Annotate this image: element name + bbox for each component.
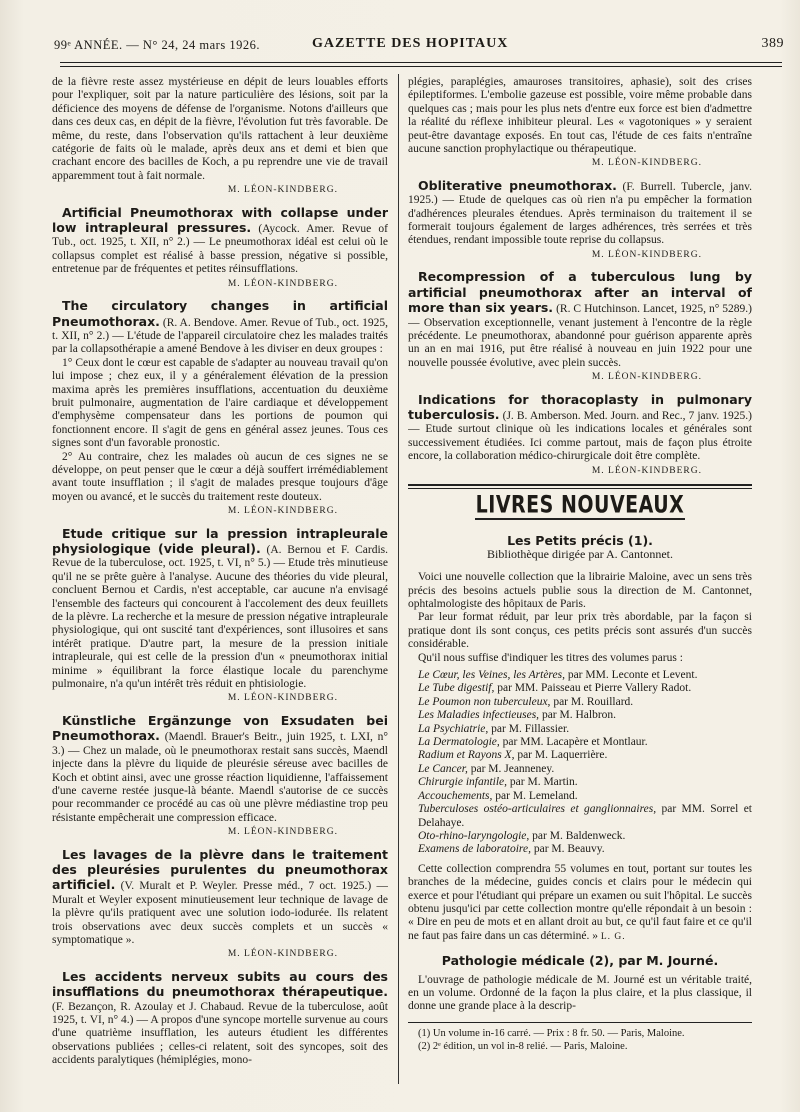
list-item: La Psychiatrie, par M. Fillassier. bbox=[418, 722, 570, 735]
article-title: Künstliche Ergänzunge von Exsudaten bei Pneumothorax. bbox=[52, 712, 388, 744]
signature: M. LÉON-KINDBERG. bbox=[227, 949, 338, 960]
article-body: — Chez un malade, où le pneumothorax restait sans succès, Maendl injecte dans la plèvre du liquide de pleurésie séreuse avec bacilles de Koch et obtint ainsi, avec une grosse réaction liquidienne, l'affaissement d'une caverne restée jusque-là béante. Maendl s'autorise de ce succès pour recommander ce procédé au cas où une plèvre médiastine trop peu résistante empêcherait une compression efficace. bbox=[52, 744, 388, 824]
issue-info: 99ᵉ ANNÉE. — N° 24, 24 mars 1926. bbox=[54, 38, 260, 52]
article-bernou bbox=[52, 527, 388, 706]
book-subtitle: Bibliothèque dirigée par A. Cantonnet. bbox=[487, 546, 673, 561]
section-rule bbox=[408, 484, 752, 486]
list-item: Radium et Rayons X, par M. Laquerrière. bbox=[418, 749, 608, 762]
article-maendl bbox=[52, 714, 388, 840]
article-hutchinson bbox=[408, 270, 752, 384]
review-paragraph: Qu'il nous suffise d'indiquer les titres des volumes parus : bbox=[418, 651, 683, 664]
article-paragraph: 2° Au contraire, chez les malades où aucun de ces signes ne se développe, on peut penser que le cœur a déjà souffert irrémédiablement avant toute insufflation ; il s'agit de malades presque toujours d'âge moyen ou avancé, et le succès du traitement reste douteux. bbox=[52, 450, 388, 503]
right-column bbox=[408, 76, 752, 1096]
list-item: Les Maladies infectieuses, par M. Halbron. bbox=[418, 709, 617, 722]
volume-list bbox=[408, 669, 752, 857]
page-number: 389 bbox=[761, 36, 784, 51]
article-amberson bbox=[408, 393, 752, 478]
article-title: Artificial Pneumothorax with collapse under low intrapleural pressures. bbox=[52, 204, 388, 236]
footnote: (2) 2ᵉ édition, un vol in-8 relié. — Paris, Maloine. bbox=[418, 1040, 628, 1052]
article-body: — Muralt et Weyler exposent minutieusement leur technique de lavage de la plèvre qu'ils pratiquent avec une solution iodo-iodurée. Ils relatent trois observations avec deux succès complets et un succès « symptomatique ». bbox=[52, 880, 388, 946]
signature: M. LÉON-KINDBERG. bbox=[591, 465, 702, 476]
book-title: Pathologie médicale (2), par M. Journé. bbox=[441, 953, 719, 969]
list-item: Le Poumon non tuberculeux, par M. Rouillard. bbox=[418, 695, 634, 708]
journal-title: GAZETTE DES HOPITAUX bbox=[312, 36, 509, 51]
list-item: Accouchements, par M. Lemeland. bbox=[418, 789, 578, 802]
article-paragraph: 1° Ceux dont le cœur est capable de s'adapter au nouveau travail qu'on lui impose ; chez eux, il y a généralement élévation de la pression maxima après les premières insufflations, accentuation du deuxième bruit pulmonaire, augmentation de l'aire cardiaque et développement d'emphysème compensateur dans les portions de poumon qui fonctionnent encore. Il s'agit de gens en général assez jeunes. Tous ces signes sont d'un favorable pronostic. bbox=[52, 356, 388, 450]
signature: M. LÉON-KINDBERG. bbox=[227, 506, 338, 517]
header-rule-2 bbox=[60, 66, 782, 67]
article-ref: (Aycock. Amer. Revue of Tub., oct. 1925, t. XII, n° 2.) bbox=[52, 223, 388, 249]
article-ref: (V. Muralt et P. Weyler. Presse méd., 7 oct. 1925.) bbox=[120, 880, 372, 893]
article-ref: (Maendl. Brauer's Beitr., juin 1925, t. LXI, n° 3.) bbox=[52, 731, 388, 757]
article-title: Indications for thoracoplasty in pulmonary tuberculosis. bbox=[408, 391, 752, 422]
list-item: Le Tube digestif, par MM. Paisseau et Pierre Vallery Radot. bbox=[418, 682, 692, 695]
intro-paragraph: de la fièvre reste assez mystérieuse en dépit de leurs louables efforts pour l'expliquer, soit par la nature particulière des lésions, soit par la déficience des moyens de défense de l'organisme. Notons d'ailleurs que dans ces deux cas, en dépit de la fièvre, l'évolution fut très favorable. De même, du reste, dans l'observation qu'ils rattachent à leur deuxième catégorie de faits où le malade, après deux ans et demi et bien que crachant encore des bacilles de Koch, a pu reprendre une vie de travail apparemment tout à fait normale. bbox=[52, 76, 388, 182]
article-ref: (R. A. Bendove. Amer. Revue of Tub., oct. 1925, t. XII, n° 2.) bbox=[52, 316, 388, 342]
article-aycock bbox=[52, 206, 388, 291]
review-paragraph: Voici une nouvelle collection que la librairie Maloine, avec un sens très précis des besoins actuels publie sous la direction de M. Cantonnet, ophtalmologiste des hôpitaux de Paris. bbox=[408, 571, 752, 610]
section-underline bbox=[475, 518, 685, 520]
list-item: Le Cœur, les Veines, les Artères, par MM. Leconte et Levent. bbox=[418, 669, 698, 682]
article-title: Obliterative pneumothorax. bbox=[418, 177, 617, 193]
signature: M. LÉON-KINDBERG. bbox=[227, 693, 338, 704]
article-title: Les lavages de la plèvre dans le traitement des pleurésies purulentes du pneumothorax artificiel. bbox=[52, 846, 388, 893]
column-divider bbox=[398, 74, 399, 1084]
article-title: Recompression of a tuberculous lung by artificial pneumothorax after an interval of more than six years. bbox=[408, 269, 752, 316]
book-title: Les Petits précis (1). bbox=[507, 533, 653, 549]
review-signature: L. G. bbox=[600, 931, 626, 942]
article-bezancon bbox=[52, 970, 388, 1068]
book-review-pathologie bbox=[408, 954, 752, 1014]
signature: M. LÉON-KINDBERG. bbox=[227, 185, 338, 196]
article-ref: (J. B. Amberson. Med. Journ. and Rec., 7 janv. 1925.) bbox=[502, 409, 752, 422]
review-paragraph: Par leur format réduit, par leur prix très abordable, par la façon si pratique dont ils sont conçus, ces petits précis sont assurés d'un succès considérable. bbox=[408, 611, 752, 651]
signature: M. LÉON-KINDBERG. bbox=[227, 827, 338, 838]
article-body: — L'étude de l'appareil circulatoire chez les malades traités par la collapsothérapie a amené Bendove à les diviser en deux groupes : bbox=[52, 329, 388, 356]
article-title: Etude critique sur la pression intrapleurale physiologique (vide pleural). bbox=[52, 525, 388, 556]
review-paragraph: Cette collection comprendra 55 volumes en tout, portant sur toutes les branches de la médecine, guides concis et clairs pour le médecin qui exerce et pour l'étudiant qui prépare un examen ou suit l'hôpital. Le succès obtenu jusqu'ici par cette collection montre qu'elle répondait à un besoin : « Dire en peu de mots et en allant droit au but, ce qu'il faut faire et ce qu'il ne faut pas faire dans un cas déterminé. » L. G. bbox=[408, 862, 752, 942]
article-ref: (R. C Hutchinson. Lancet, 1925, n° 5289.) bbox=[556, 303, 752, 316]
article-bendove bbox=[52, 299, 388, 519]
page-header bbox=[54, 36, 784, 56]
article-ref: (F. Burrell. Tubercle, janv. 1925.) bbox=[408, 180, 752, 207]
book-review-petits-precis bbox=[408, 534, 752, 944]
section-rule-thin bbox=[408, 488, 752, 489]
signature: M. LÉON-KINDBERG. bbox=[227, 278, 338, 289]
list-item: La Dermatologie, par MM. Lacapère et Montlaur. bbox=[418, 736, 648, 749]
list-item: Chirurgie infantile, par M. Martin. bbox=[418, 776, 578, 789]
article-body: — Observation exceptionnelle, venant justement à l'encontre de la règle précédente. Le pneumothorax, abandonné pour guérison apparente après un an en mai 1916, put être réalisé à nouveau en juin 1922 pour une nouvelle poussée évolutive, avec plein succès. bbox=[408, 316, 752, 369]
list-item: Oto-rhino-laryngologie, par M. Baldenweck. bbox=[418, 829, 626, 842]
article-title: Les accidents nerveux subits au cours des insufflations du pneumothorax thérapeutique. bbox=[52, 968, 388, 1000]
header-rule bbox=[60, 62, 782, 63]
article-title: The circulatory changes in artificial Pneumothorax. bbox=[52, 298, 388, 329]
signature: M. LÉON-KINDBERG. bbox=[591, 372, 702, 383]
review-paragraph: L'ouvrage de pathologie médicale de M. Journé est un véritable traité, en un volume. Ordonné de la façon la plus claire, et la plus classique, il donne une grande place à la descrip- bbox=[408, 973, 752, 1013]
continued-paragraph: plégies, paraplégies, amauroses transitoires, aphasie), soit des crises épileptiformes. L'embolie gazeuse est possible, voire même probable dans quelques cas ; mais pour les plus nets d'entre eux force est bien d'admettre la réalité du réflexe inhibiteur pleural. Les « vagotoniques » y seraient peut-être davantage exposés. En tout cas, l'étude de ces faits n'entraîne aucune sanction prophylactique ou thérapeutique. bbox=[408, 76, 752, 156]
footnotes bbox=[408, 1022, 752, 1053]
article-body: — Etude très minutieuse qu'il ne se prête guère à l'analyse. Aucune des théories du vide pleural, concluent Bernou et Cardis, n'est acceptable, car aucune n'a envisagé l'ensemble des facteurs qui concourent à l'accolement des deux feuillets de la plèvre. La recherche et la mesure de pression négative intrapleurale physiologique, qui ont suscité tant d'expériences, sont illusoires et sans intérêt pratique. D'autre part, la mesure de la pression initiale intrapleurale, qui est celle de la pression d'un « pneumothorax initial minime » équilibrant la force élastique locale du parenchyme pulmonaire, n'a qu'un intérêt très réduit en phtisiologie. bbox=[52, 557, 388, 691]
article-body: — A propos d'une syncope mortelle survenue au cours d'une quatrième insufflation, les auteurs étudient les différentes observations publiées ; celles-ci relatent, soit des syncopes, soit des accidents paralytiques (hémiplégies, mono- bbox=[52, 1014, 388, 1067]
list-item: Examens de laboratoire, par M. Beauvy. bbox=[418, 843, 605, 856]
article-burrell bbox=[408, 179, 752, 262]
list-item: Tuberculoses ostéo-articulaires et ganglionnaires, par MM. Sorrel et Delahaye. bbox=[418, 803, 752, 829]
article-muralt bbox=[52, 848, 388, 962]
article-ref: (A. Bernou et F. Cardis. Revue de la tuberculose, oct. 1925, t. VI, n° 5.) bbox=[52, 544, 388, 570]
footnote: (1) Un volume in-16 carré. — Prix : 8 fr. 50. — Paris, Maloine. bbox=[418, 1027, 685, 1039]
left-column bbox=[52, 76, 388, 1096]
article-body: — Etude de quelques cas où rien n'a pu empêcher la formation d'adhérences pleurales étendues. Après terminaison du traitement il se formerait toujours également de larges adhérences, très serrées et très étendues, rendant impossible toute reprise du collapsus. bbox=[408, 194, 752, 247]
signature: M. LÉON-KINDBERG. bbox=[591, 249, 702, 260]
article-ref: (F. Bezançon, R. Azoulay et J. Chabaud. Revue de la tuberculose, août 1925, t. VI, n° 4.) bbox=[52, 1000, 388, 1026]
article-body: — Le pneumothorax idéal est celui où le collapsus complet est réalisé à basse pression, négative si possible, entretenue par de fréquentes et petites réinsufflations. bbox=[52, 236, 388, 276]
section-heading: LIVRES NOUVEAUX bbox=[475, 491, 685, 519]
list-item: Le Cancer, par M. Jeanneney. bbox=[418, 762, 555, 775]
article-body: — Etude surtout clinique où les indications locales et générales sont successivement étudiées. Ici comme partout, mais de façon plus étroite encore, la collaboration médico-chirurgicale doit être complète. bbox=[408, 423, 752, 463]
signature: M. LÉON-KINDBERG. bbox=[591, 158, 702, 169]
